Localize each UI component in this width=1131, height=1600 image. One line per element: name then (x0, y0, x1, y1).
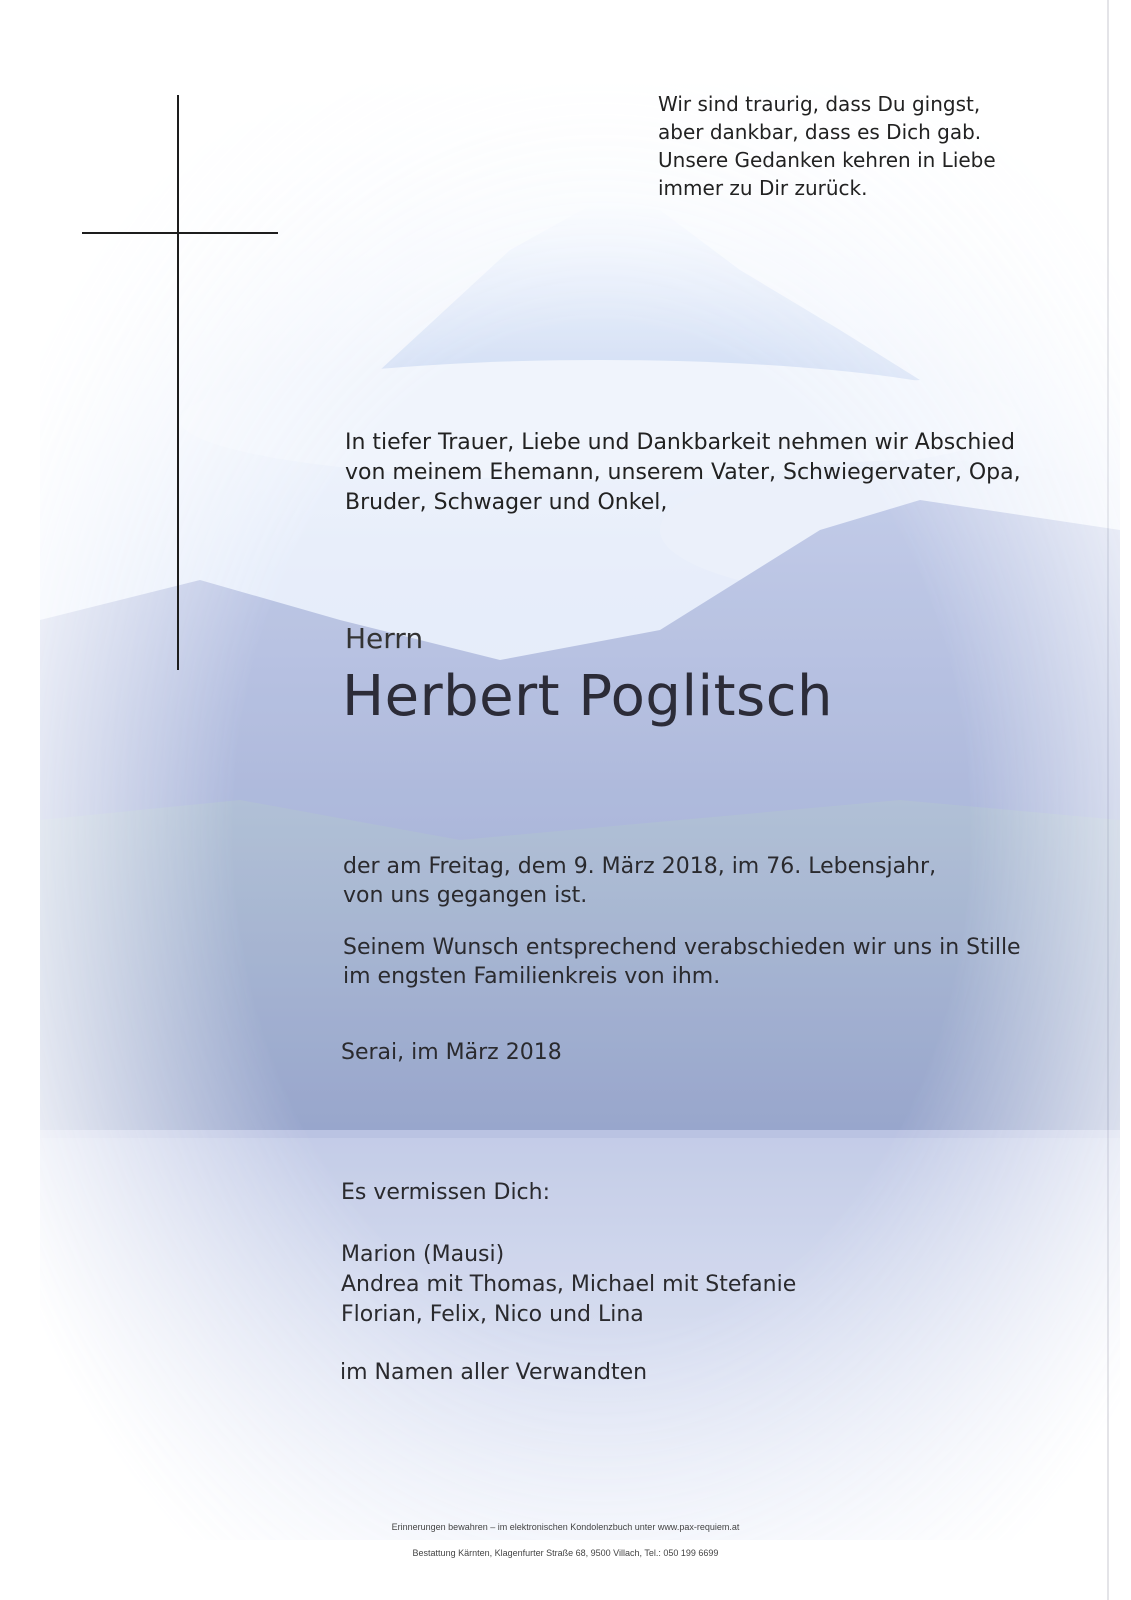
farewell-line: Seinem Wunsch entsprechend verabschieden wir uns in Stille (343, 935, 1021, 960)
mourner-line: Florian, Felix, Nico und Lina (341, 1302, 644, 1327)
quote-line: aber dankbar, dass es Dich gab. (658, 120, 982, 144)
place-date: Serai, im März 2018 (341, 1040, 562, 1065)
mourners-list (341, 1240, 796, 1330)
mourners-heading: Es vermissen Dich: (341, 1180, 551, 1205)
quote-line: Unsere Gedanken kehren in Liebe (658, 148, 996, 172)
intro-line: Bruder, Schwager und Onkel, (345, 490, 668, 515)
death-notice-line: von uns gegangen ist. (343, 883, 588, 908)
death-notice (343, 852, 936, 910)
quote-line: immer zu Dir zurück. (658, 176, 868, 200)
cross-vertical-bar (177, 95, 179, 670)
cross-horizontal-bar (82, 232, 278, 234)
death-notice-line: der am Freitag, dem 9. März 2018, im 76. Lebensjahr, (343, 854, 937, 879)
salutation: Herrn (345, 622, 424, 655)
memorial-quote (658, 90, 996, 202)
deceased-name: Herbert Poglitsch (342, 664, 833, 729)
farewell-paragraph (343, 933, 1021, 991)
footer-address-line: Bestattung Kärnten, Klagenfurter Straße 68, 9500 Villach, Tel.: 050 199 6699 (412, 1548, 719, 1558)
quote-line: Wir sind traurig, dass Du gingst, (658, 92, 981, 116)
footer-condolence-line: Erinnerungen bewahren – im elektronischen Kondolenzbuch unter www.pax-requiem.at (391, 1522, 740, 1532)
intro-line: In tiefer Trauer, Liebe und Dankbarkeit nehmen wir Abschied (345, 430, 1015, 455)
relatives-line: im Namen aller Verwandten (340, 1360, 648, 1385)
mourner-line: Andrea mit Thomas, Michael mit Stefanie (341, 1272, 797, 1297)
farewell-line: im engsten Familienkreis von ihm. (343, 964, 721, 989)
intro-line: von meinem Ehemann, unserem Vater, Schwiegervater, Opa, (345, 460, 1021, 485)
intro-paragraph (345, 428, 1021, 518)
mourner-line: Marion (Mausi) (341, 1242, 505, 1267)
